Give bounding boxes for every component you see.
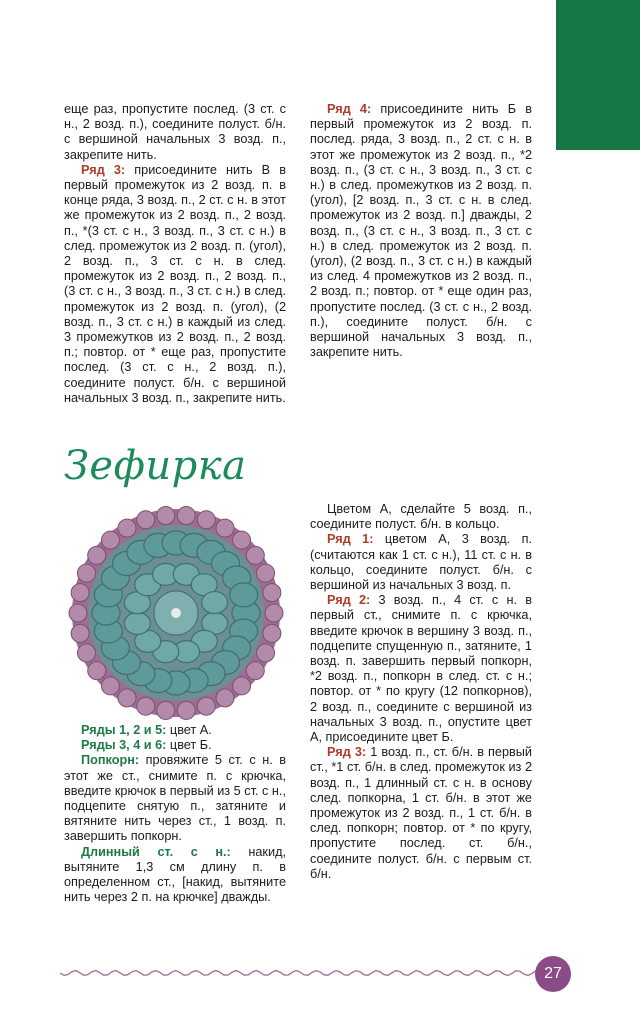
motif-edge-stitch [246,546,264,564]
continued-text: еще раз, пропустите послед. (3 ст. с н., 2 возд. п.), соедините полуст. б/н. с вершиной начальных 3 возд. п., закрепите нить. [64,102,286,162]
motif-edge-stitch [263,584,281,602]
motif-edge-stitch [118,519,136,537]
row-4-text: присоедините нить Б в первый промежуток из 2 возд. п. послед. ряда, 3 возд. п., 2 ст. с н. в этот же промежуток из 2 возд. п., *2 возд. п., (3 ст. с н., 3 возд. п., 3 ст. с н.) в след. промежутков из 2 возд. п. (угол), [2 возд. п., 3 ст. с н. в след. промежуток из 2 возд. п.] дважды, 2 возд. п., (3 ст. с н., 3 возд. п., 3 ст. с н.) в след. промежуток из 2 возд. п. (угол), (2 возд. п., 3 ст. с н.) в каждый из след. 4 промежутков из 2 возд. п., 2 возд. п.; повтор. от * еще один раз, пропустите послед. (3 ст. с н., 2 возд. п.), соедините полуст. б/н. с вершиной начальных 3 возд. п., закрепите нить. [310,102,532,360]
motif-edge-stitch [197,511,215,529]
motif-edge-stitch [88,546,106,564]
rows-346-text: цвет Б. [166,738,212,753]
row-4-paragraph [310,102,532,360]
rows-346-paragraph [64,738,286,753]
motif-popcorn-inner [124,612,150,634]
motif-edge-stitch [77,644,95,662]
motif-edge-stitch [265,604,283,622]
row-2-label: Ряд 2: [327,593,371,608]
motif-edge-stitch [157,507,175,525]
motif-edge-stitch [216,689,234,707]
motif-edge-stitch [246,662,264,680]
column-top-right [310,102,532,360]
motif-photo [66,505,286,721]
long-dc-label: Длинный ст. с н.: [81,844,231,859]
popcorn-label: Попкорн: [81,753,140,768]
row-3-paragraph [64,163,286,406]
row-3-text: присоедините нить В в первый промежуток из 2 возд. п. в конце ряда, 3 возд. п., 2 ст. с н. в этот же промежуток из 2 возд. п., 2 возд. п., *(3 ст. с н., 3 возд. п., 3 ст. с н.) в след. промежуток из 2 возд. п. (угол), 2 возд. п., 3 ст. с н. в след. промежуток из 2 возд. п., 2 возд. п., (3 ст. с н., 3 возд. п., 3 ст. с н.) в след. промежуток из 2 возд. п. (угол), (2 возд. п., 3 ст. с н.) в каждый из след. 3 промежутков из 2 возд. п., 2 возд. п.; повтор. от * еще раз, пропустите послед. (3 ст. с н., 2 возд. п.), соедините полуст. б/н. с вершиной начальных 3 возд. п., закрепите нить. [64,162,286,405]
page-number-badge: 27 [535,956,571,992]
motif-popcorn-inner [202,592,228,614]
column-top-left [64,102,286,406]
rows-125-paragraph [64,723,286,738]
rows-125-label: Ряды 1, 2 и 5: [81,723,167,737]
motif-edge-stitch [233,677,251,695]
column-bottom-left [64,723,286,905]
row-4-label: Ряд 4: [327,102,372,116]
motif-edge-stitch [101,677,119,695]
motif-edge-stitch [101,531,119,549]
row-2-paragraph [310,593,532,745]
motif-edge-stitch [118,689,136,707]
motif-edge-stitch [137,511,155,529]
motif-edge-stitch [71,624,89,642]
rows-346-label: Ряды 3, 4 и 6: [81,738,167,753]
row-1-text: цветом А, 3 возд. п. (считаются как 1 ст. с н.), 11 ст. с н. в кольцо, соедините полуст. б/н. с вершиной из начальных 3 возд. п. [310,532,532,593]
row-3b-label: Ряд 3: [327,745,367,760]
rows-125-text: цвет А. [166,723,212,737]
motif-edge-stitch [257,564,275,582]
motif-edge-stitch [233,531,251,549]
pattern-title: Зефирка [64,443,247,489]
motif-edge-stitch [69,604,87,622]
row-1-label: Ряд 1: [327,532,374,547]
motif-edge-stitch [88,662,106,680]
motif-edge-stitch [177,701,195,719]
motif-edge-stitch [137,697,155,715]
footer-wave-divider [60,962,540,984]
row-3b-text: 1 возд. п., ст. б/н. в первый ст., *1 ст. б/н. в след. промежуток из 2 возд. п., 1 длинный ст. с н. в основу след. попкорна, 1 ст. б/н. в этот же промежуток из 2 возд. п., 1 ст. б/н. в след. попкорн; повтор. от * по кругу, пропустите послед. ст. б/н., соедините полуст. б/н. с первым ст. б/н. [310,745,532,881]
intro-text: Цветом А, сделайте 5 возд. п., соедините полуст. б/н. в кольцо. [310,502,532,532]
motif-edge-stitch [216,519,234,537]
column-bottom-right [310,502,532,882]
row-2-text: 3 возд. п., 4 ст. с н. в первый ст., снимите п. с крючка, введите крючок в вершину 3 возд. п., подцепите спущенную п., затяните, 1 возд. п. завершить первый попкорн, *2 возд. п., попкорн в след. ст. с н.; повтор. от * по кругу (12 попкорнов), 2 возд. п., соедините с вершиной из начальных 3 возд. п., опустите цвет А, присоедините цвет Б. [310,593,532,745]
motif-center-hole [171,608,181,618]
popcorn-paragraph [64,753,286,844]
corner-tab [556,0,640,150]
long-dc-text: накид, вытяните 1,3 см длину п. в определенном ст., [накид, вытяните нить через 2 п. на крючке] дважды. [64,844,286,905]
row-1-paragraph [310,532,532,593]
row-3-label: Ряд 3: [81,162,126,177]
motif-edge-stitch [177,507,195,525]
motif-edge-stitch [263,624,281,642]
motif-edge-stitch [197,697,215,715]
motif-edge-stitch [71,584,89,602]
motif-popcorn-outer [230,583,258,607]
row-3b-paragraph [310,745,532,882]
popcorn-text: провяжите 5 ст. с н. в этот же ст., снимите п. с крючка, введите крючок в первый из 5 ст. с н., подцепите снятую п., затяните и вятяните нить через ст., 1 возд. п. завершить попкорн. [64,753,286,844]
long-dc-paragraph [64,845,286,906]
motif-edge-stitch [157,701,175,719]
motif-edge-stitch [257,644,275,662]
motif-edge-stitch [77,564,95,582]
